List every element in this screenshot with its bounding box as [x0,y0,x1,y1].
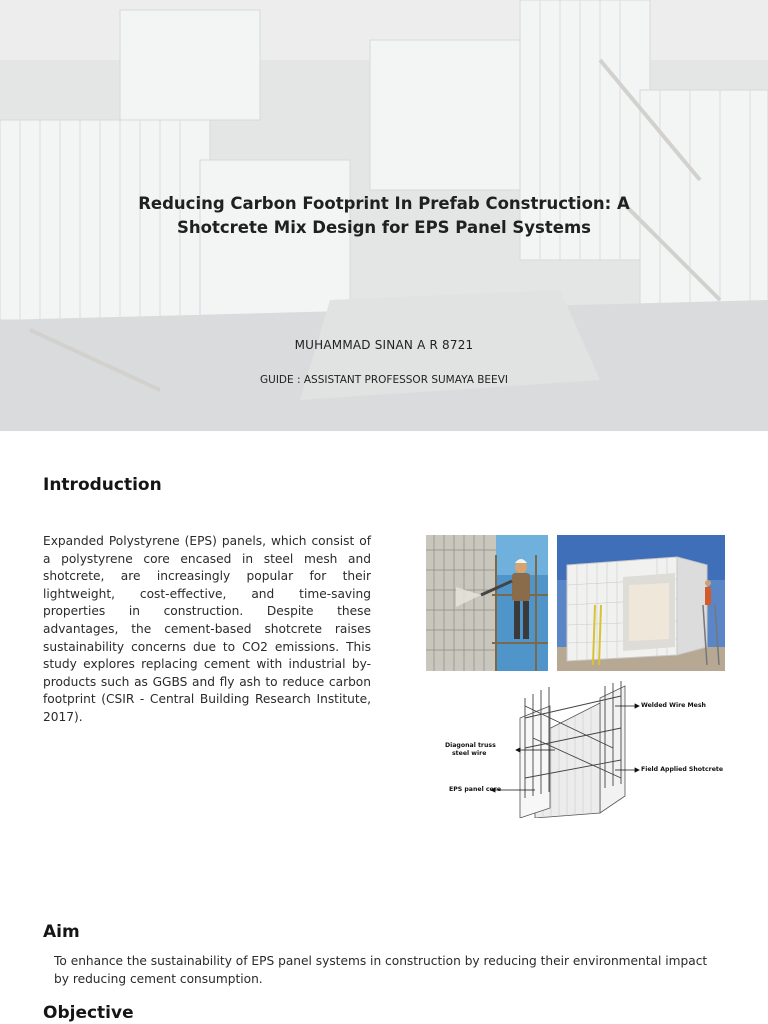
objective-heading: Objective [43,1003,134,1023]
title-line-2: Shotcrete Mix Design for EPS Panel Systems [177,218,591,237]
aim-text: To enhance the sustainability of EPS panel systems in construction by reducing their environmental impact by reducing cement consumption. [54,954,708,986]
label-field-applied-shotcrete: Field Applied Shotcrete [641,766,724,773]
aim-heading: Aim [43,922,80,942]
label-welded-wire-mesh: Welded Wire Mesh [641,702,706,709]
eps-house-photo [557,535,725,671]
label-eps-panel-core: EPS panel core [449,786,502,793]
label-diagonal-truss-1: Diagonal truss [445,742,496,749]
page-title [120,192,648,240]
title-line-1: Reducing Carbon Footprint In Prefab Construction: A [138,194,630,213]
label-diagonal-truss-2: steel wire [452,750,487,757]
hero-banner [0,0,768,431]
introduction-paragraph: Expanded Polystyrene (EPS) panels, which consist of a polystyrene core encased in steel mesh and shotcrete, are increasingly popular for their lightweight, cost-effective, and time-saving properties in construction. Despite these advantages, the cement-based shotcrete raises sustainability concerns due to CO2 emissions. This study explores replacing cement with industrial by-products such as GGBS and fly ash to reduce carbon footprint (CSIR - Central Building Research Institute, 2017). [43,534,371,724]
author-name: MUHAMMAD SINAN A R 8721 [294,338,474,352]
eps-panel-diagram [425,678,727,818]
guide-name: GUIDE : ASSISTANT PROFESSOR SUMAYA BEEVI [260,374,508,386]
worker-spraying-photo [426,535,548,671]
introduction-heading: Introduction [43,475,162,495]
